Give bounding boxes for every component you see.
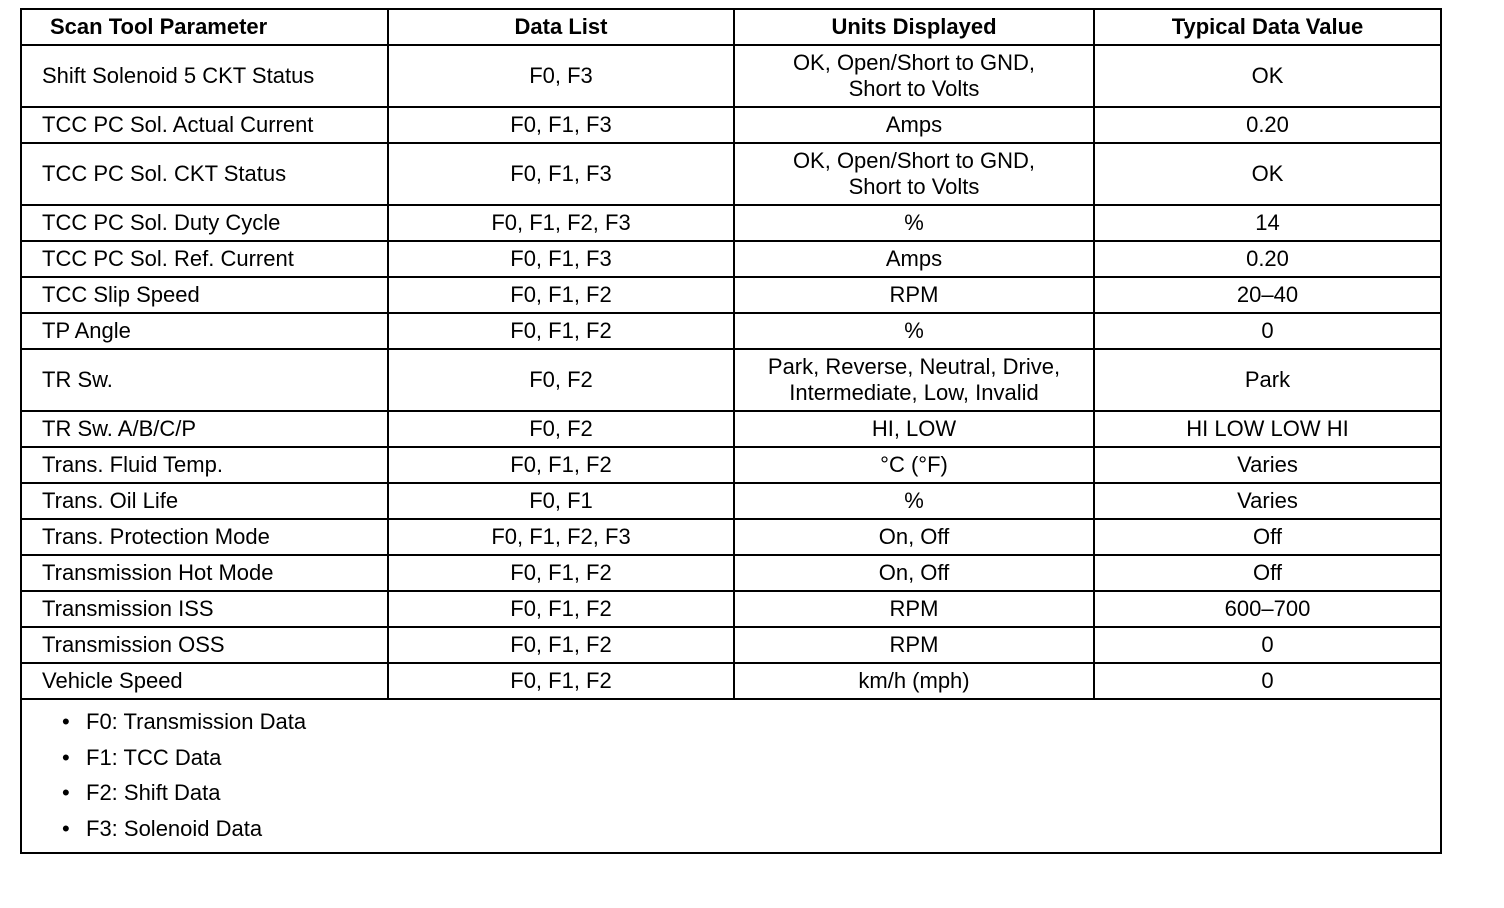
units-line-1: OK, Open/Short to GND,: [792, 50, 1036, 75]
cell-parameter: TCC PC Sol. Actual Current: [22, 107, 388, 143]
column-header-units-displayed: Units Displayed: [734, 10, 1094, 45]
cell-data-list: F0, F1, F3: [388, 143, 734, 205]
units-line-2: Intermediate, Low, Invalid: [789, 380, 1039, 405]
cell-data-list: F0, F1, F2: [388, 591, 734, 627]
cell-typical-value: 600–700: [1094, 591, 1440, 627]
cell-parameter: TR Sw. A/B/C/P: [22, 411, 388, 447]
cell-data-list: F0, F2: [388, 411, 734, 447]
cell-parameter: Trans. Fluid Temp.: [22, 447, 388, 483]
cell-typical-value: 0: [1094, 627, 1440, 663]
units-line-1: Park, Reverse, Neutral, Drive,: [767, 354, 1061, 379]
cell-units: km/h (mph): [734, 663, 1094, 699]
cell-typical-value: 0.20: [1094, 107, 1440, 143]
table-row: [22, 45, 1440, 107]
cell-typical-value: Off: [1094, 519, 1440, 555]
cell-data-list: F0, F1, F2: [388, 627, 734, 663]
legend-item: [62, 775, 1440, 811]
table-row: [22, 205, 1440, 241]
table-row: [22, 241, 1440, 277]
cell-typical-value: Off: [1094, 555, 1440, 591]
table-row: [22, 277, 1440, 313]
cell-units: [734, 143, 1094, 205]
cell-typical-value: OK: [1094, 45, 1440, 107]
cell-data-list: F0, F3: [388, 45, 734, 107]
cell-parameter: TP Angle: [22, 313, 388, 349]
cell-parameter: Shift Solenoid 5 CKT Status: [22, 45, 388, 107]
legend-item: [62, 704, 1440, 740]
cell-data-list: F0, F1, F2: [388, 313, 734, 349]
cell-parameter: Transmission Hot Mode: [22, 555, 388, 591]
bullet-icon: •: [62, 744, 70, 770]
cell-typical-value: 20–40: [1094, 277, 1440, 313]
cell-units: On, Off: [734, 519, 1094, 555]
cell-units: On, Off: [734, 555, 1094, 591]
cell-data-list: F0, F1, F2, F3: [388, 205, 734, 241]
table-row: [22, 313, 1440, 349]
column-header-scan-tool-parameter: Scan Tool Parameter: [22, 10, 388, 45]
table-row: [22, 591, 1440, 627]
cell-typical-value: HI LOW LOW HI: [1094, 411, 1440, 447]
cell-typical-value: Varies: [1094, 447, 1440, 483]
table-row: [22, 627, 1440, 663]
cell-units: °C (°F): [734, 447, 1094, 483]
cell-data-list: F0, F1: [388, 483, 734, 519]
cell-parameter: TCC PC Sol. Duty Cycle: [22, 205, 388, 241]
cell-typical-value: Park: [1094, 349, 1440, 411]
cell-data-list: F0, F1, F2: [388, 447, 734, 483]
cell-data-list: F0, F1, F2: [388, 663, 734, 699]
cell-parameter: Trans. Oil Life: [22, 483, 388, 519]
cell-parameter: TCC Slip Speed: [22, 277, 388, 313]
cell-typical-value: 0: [1094, 663, 1440, 699]
cell-units: RPM: [734, 627, 1094, 663]
cell-typical-value: 0.20: [1094, 241, 1440, 277]
table-header-row: [22, 10, 1440, 45]
table-row: [22, 483, 1440, 519]
bullet-icon: •: [62, 780, 70, 805]
table-row: [22, 349, 1440, 411]
legend-item-text: F1: TCC Data: [86, 744, 222, 770]
cell-parameter: Trans. Protection Mode: [22, 519, 388, 555]
cell-data-list: F0, F1, F3: [388, 107, 734, 143]
table-row: [22, 555, 1440, 591]
cell-units: %: [734, 313, 1094, 349]
cell-parameter: Vehicle Speed: [22, 663, 388, 699]
legend-item-text: F3: Solenoid Data: [86, 815, 263, 841]
table-row: [22, 143, 1440, 205]
units-line-2: Short to Volts: [848, 76, 980, 101]
cell-parameter: TCC PC Sol. Ref. Current: [22, 241, 388, 277]
legend-item-text: F0: Transmission Data: [86, 709, 307, 734]
cell-data-list: F0, F1, F2: [388, 555, 734, 591]
table-row: [22, 411, 1440, 447]
cell-units: HI, LOW: [734, 411, 1094, 447]
data-list-legend: [22, 700, 1440, 852]
cell-typical-value: 14: [1094, 205, 1440, 241]
cell-typical-value: OK: [1094, 143, 1440, 205]
units-line-1: OK, Open/Short to GND,: [792, 148, 1036, 173]
table-row: [22, 519, 1440, 555]
cell-data-list: F0, F1, F2, F3: [388, 519, 734, 555]
cell-parameter: Transmission OSS: [22, 627, 388, 663]
cell-parameter: Transmission ISS: [22, 591, 388, 627]
column-header-data-list: Data List: [388, 10, 734, 45]
legend-item-text: F2: Shift Data: [86, 780, 221, 805]
legend-item: [62, 811, 1440, 847]
table-row: [22, 107, 1440, 143]
cell-units: Amps: [734, 241, 1094, 277]
cell-parameter: TR Sw.: [22, 349, 388, 411]
cell-units: RPM: [734, 277, 1094, 313]
cell-units: %: [734, 205, 1094, 241]
bullet-icon: •: [62, 815, 70, 841]
units-line-2: Short to Volts: [848, 174, 980, 199]
cell-data-list: F0, F2: [388, 349, 734, 411]
scan-tool-data-table-frame: [20, 8, 1442, 854]
cell-units: RPM: [734, 591, 1094, 627]
cell-parameter: TCC PC Sol. CKT Status: [22, 143, 388, 205]
cell-units: [734, 349, 1094, 411]
cell-typical-value: 0: [1094, 313, 1440, 349]
scan-tool-data-table: [22, 10, 1440, 700]
cell-units: %: [734, 483, 1094, 519]
cell-typical-value: Varies: [1094, 483, 1440, 519]
cell-data-list: F0, F1, F2: [388, 277, 734, 313]
cell-units: [734, 45, 1094, 107]
table-row: [22, 663, 1440, 699]
cell-units: Amps: [734, 107, 1094, 143]
legend-item: [62, 740, 1440, 776]
table-row: [22, 447, 1440, 483]
cell-data-list: F0, F1, F3: [388, 241, 734, 277]
bullet-icon: •: [62, 709, 70, 734]
column-header-typical-data-value: Typical Data Value: [1094, 10, 1440, 45]
